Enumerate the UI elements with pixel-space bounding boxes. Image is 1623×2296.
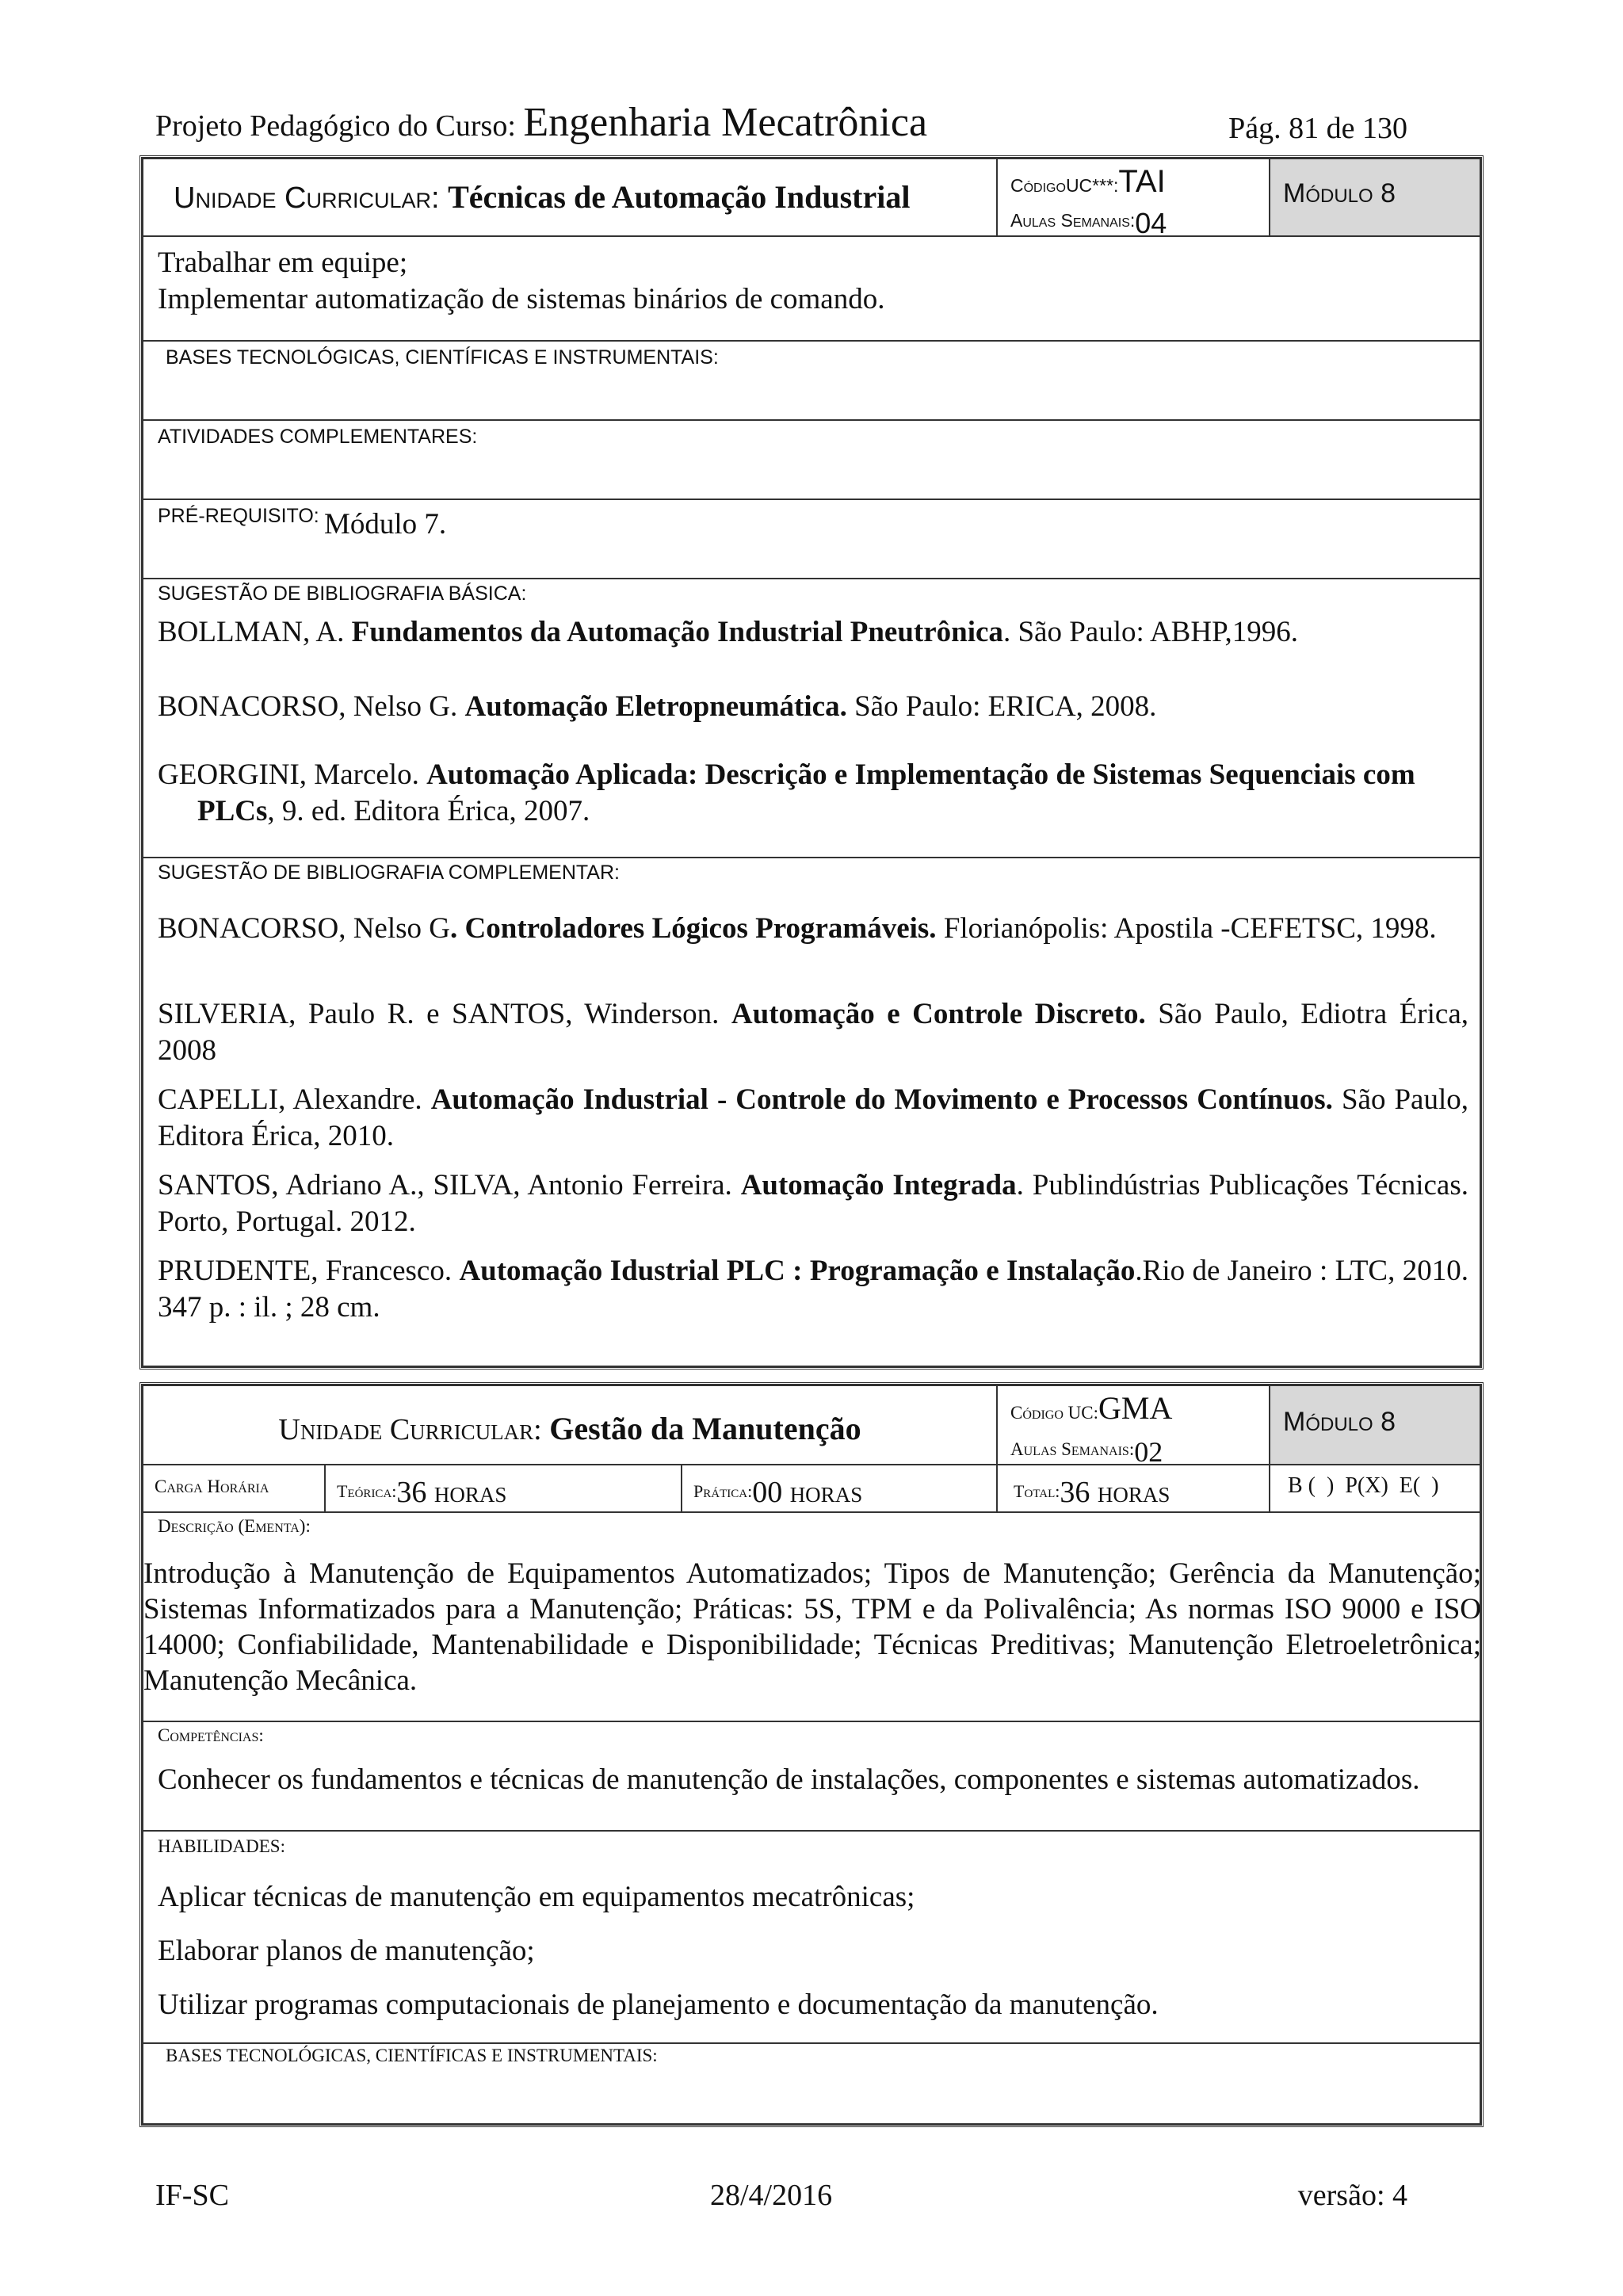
uc2-practice-cell: Prática:00 horas	[681, 1464, 998, 1513]
uc2-hab-item: Aplicar técnicas de manutenção em equipamentos mecatrônicas;	[158, 1881, 915, 1913]
uc1-code: TAI	[1118, 164, 1166, 199]
uc1-code-cell: CódigoUC***:TAI Aulas Semanais:04	[996, 158, 1270, 237]
uc1-biblio-comp-item: SILVERIA, Paulo R. e SANTOS, Winderson. Automação e Controle Discreto. São Paulo, Ediotra Érica, 2008	[158, 998, 1468, 1067]
uc1-skills-cell	[142, 235, 1481, 342]
uc2-hab-item: Elaborar planos de manutenção;	[158, 1935, 535, 1967]
uc1-skill-1: Trabalhar em equipe;	[158, 246, 408, 279]
uc1-title-cell: Unidade Curricular: Técnicas de Automação Industrial	[142, 158, 998, 237]
page-number: Pág. 81 de 130	[1228, 112, 1407, 145]
uc2-comp-cell	[142, 1721, 1481, 1832]
uc2-bases-label: BASES TECNOLÓGICAS, CIENTÍFICAS E INSTRUMENTAIS:	[166, 2046, 658, 2065]
uc1-biblio-comp-label: SUGESTÃO DE BIBLIOGRAFIA COMPLEMENTAR:	[158, 861, 620, 884]
uc1-module-cell	[1269, 158, 1481, 237]
uc2-hab-label: HABILIDADES:	[158, 1836, 285, 1856]
uc2-table	[139, 1382, 1484, 2127]
uc2-module-cell	[1269, 1385, 1481, 1465]
page-footer	[155, 2178, 1407, 2225]
uc2-hab-cell	[142, 1830, 1481, 2044]
uc2-code-cell: Código UC:GMA Aulas Semanais:02	[996, 1385, 1270, 1465]
uc1-bases-label: BASES TECNOLÓGICAS, CIENTÍFICAS E INSTRUMENTAIS:	[166, 346, 719, 369]
uc2-theory-cell: Teórica:36 horas	[324, 1464, 682, 1513]
uc1-biblio-comp-item: CAPELLI, Alexandre. Automação Industrial - Controle do Movimento e Processos Contínuos. São Paulo, Editora Érica, 2010.	[158, 1083, 1468, 1152]
uc1-biblio-basic-label: SUGESTÃO DE BIBLIOGRAFIA BÁSICA:	[158, 583, 527, 605]
uc2-comp: Conhecer os fundamentos e técnicas de manutenção de instalações, componentes e sistemas automatizados.	[158, 1763, 1420, 1796]
uc2-bpe: B ( ) P(X) E( )	[1288, 1473, 1439, 1498]
page-header	[155, 101, 1407, 151]
uc1-biblio-comp-item: BONACORSO, Nelso G. Controladores Lógicos Programáveis. Florianópolis: Apostila -CEFETSC, 1998.	[158, 912, 1437, 945]
uc2-workload-cell: Carga Horária	[142, 1464, 326, 1513]
uc2-weekly: 02	[1134, 1436, 1163, 1468]
uc2-bpe-cell	[1269, 1464, 1481, 1513]
uc1-prereq-cell	[142, 499, 1481, 579]
uc2-total: 36 horas	[1060, 1476, 1170, 1509]
uc1-prereq: Módulo 7.	[324, 508, 447, 541]
uc2-desc: Introdução à Manutenção de Equipamentos Automatizados; Tipos de Manutenção; Gerência da Manutenção; Sistemas Informatizados para a Manutenção; Práticas: 5S, TPM e da Polivalência; As normas ISO 9000 e ISO 14000; Confiabilidade, Mantenabilidade e Disponibilidade; Técnicas Preditivas; Manutenção Eletroeletrônica; Manutenção Mecânica.	[143, 1557, 1481, 1697]
uc2-bases-cell	[142, 2042, 1481, 2125]
uc1-biblio-basic-item: BOLLMAN, A. Fundamentos da Automação Industrial Pneutrônica. São Paulo: ABHP,1996.	[158, 616, 1299, 648]
footer-date: 28/4/2016	[710, 2179, 833, 2212]
course-title: Projeto Pedagógico do Curso: Engenharia Mecatrônica	[155, 100, 928, 145]
uc2-practice: 00 horas	[752, 1476, 863, 1509]
uc1-table	[139, 155, 1484, 1370]
uc1-weekly: 04	[1135, 207, 1167, 239]
uc1-name: Técnicas de Automação Industrial	[448, 179, 911, 215]
uc2-name: Gestão da Manutenção	[549, 1411, 861, 1446]
uc2-desc-cell	[142, 1511, 1481, 1722]
uc2-desc-label: Descrição (Ementa):	[158, 1516, 311, 1536]
uc1-biblio-comp-item: PRUDENTE, Francesco. Automação Idustrial PLC : Programação e Instalação.Rio de Janeiro : LTC, 2010. 347 p. : il. ; 28 cm.	[158, 1255, 1468, 1324]
uc1-module: Módulo 8	[1283, 178, 1396, 208]
uc1-activities-cell	[142, 419, 1481, 500]
uc1-biblio-basic-cell	[142, 578, 1481, 858]
uc1-bases-cell	[142, 340, 1481, 421]
footer-version: versão: 4	[1297, 2179, 1407, 2212]
uc1-biblio-basic-item: GEORGINI, Marcelo. Automação Aplicada: Descrição e Implementação de Sistemas Sequenciais com PLCs, 9. ed. Editora Érica, 2007.	[158, 758, 1415, 827]
uc2-module: Módulo 8	[1283, 1407, 1396, 1437]
uc1-biblio-comp-item: SANTOS, Adriano A., SILVA, Antonio Ferreira. Automação Integrada. Publindústrias Publicações Técnicas. Porto, Portugal. 2012.	[158, 1169, 1469, 1238]
footer-institution: IF-SC	[155, 2179, 229, 2212]
uc1-skill-2: Implementar automatização de sistemas binários de comando.	[158, 283, 885, 315]
uc2-hab-item: Utilizar programas computacionais de planejamento e documentação da manutenção.	[158, 1988, 1159, 2021]
uc1-biblio-comp-cell	[142, 857, 1481, 1367]
uc2-theory: 36 horas	[396, 1476, 507, 1509]
uc1-activities-label: ATIVIDADES COMPLEMENTARES:	[158, 426, 478, 448]
uc2-title-cell: Unidade Curricular: Gestão da Manutenção	[142, 1385, 998, 1465]
uc2-total-cell: Total:36 horas	[996, 1464, 1270, 1513]
uc2-comp-label: Competências:	[158, 1725, 264, 1745]
uc1-biblio-basic-item: BONACORSO, Nelso G. Automação Eletropneumática. São Paulo: ERICA, 2008.	[158, 690, 1157, 723]
uc2-code: GMA	[1098, 1390, 1173, 1426]
uc1-prereq-label: PRÉ-REQUISITO:	[158, 505, 319, 527]
